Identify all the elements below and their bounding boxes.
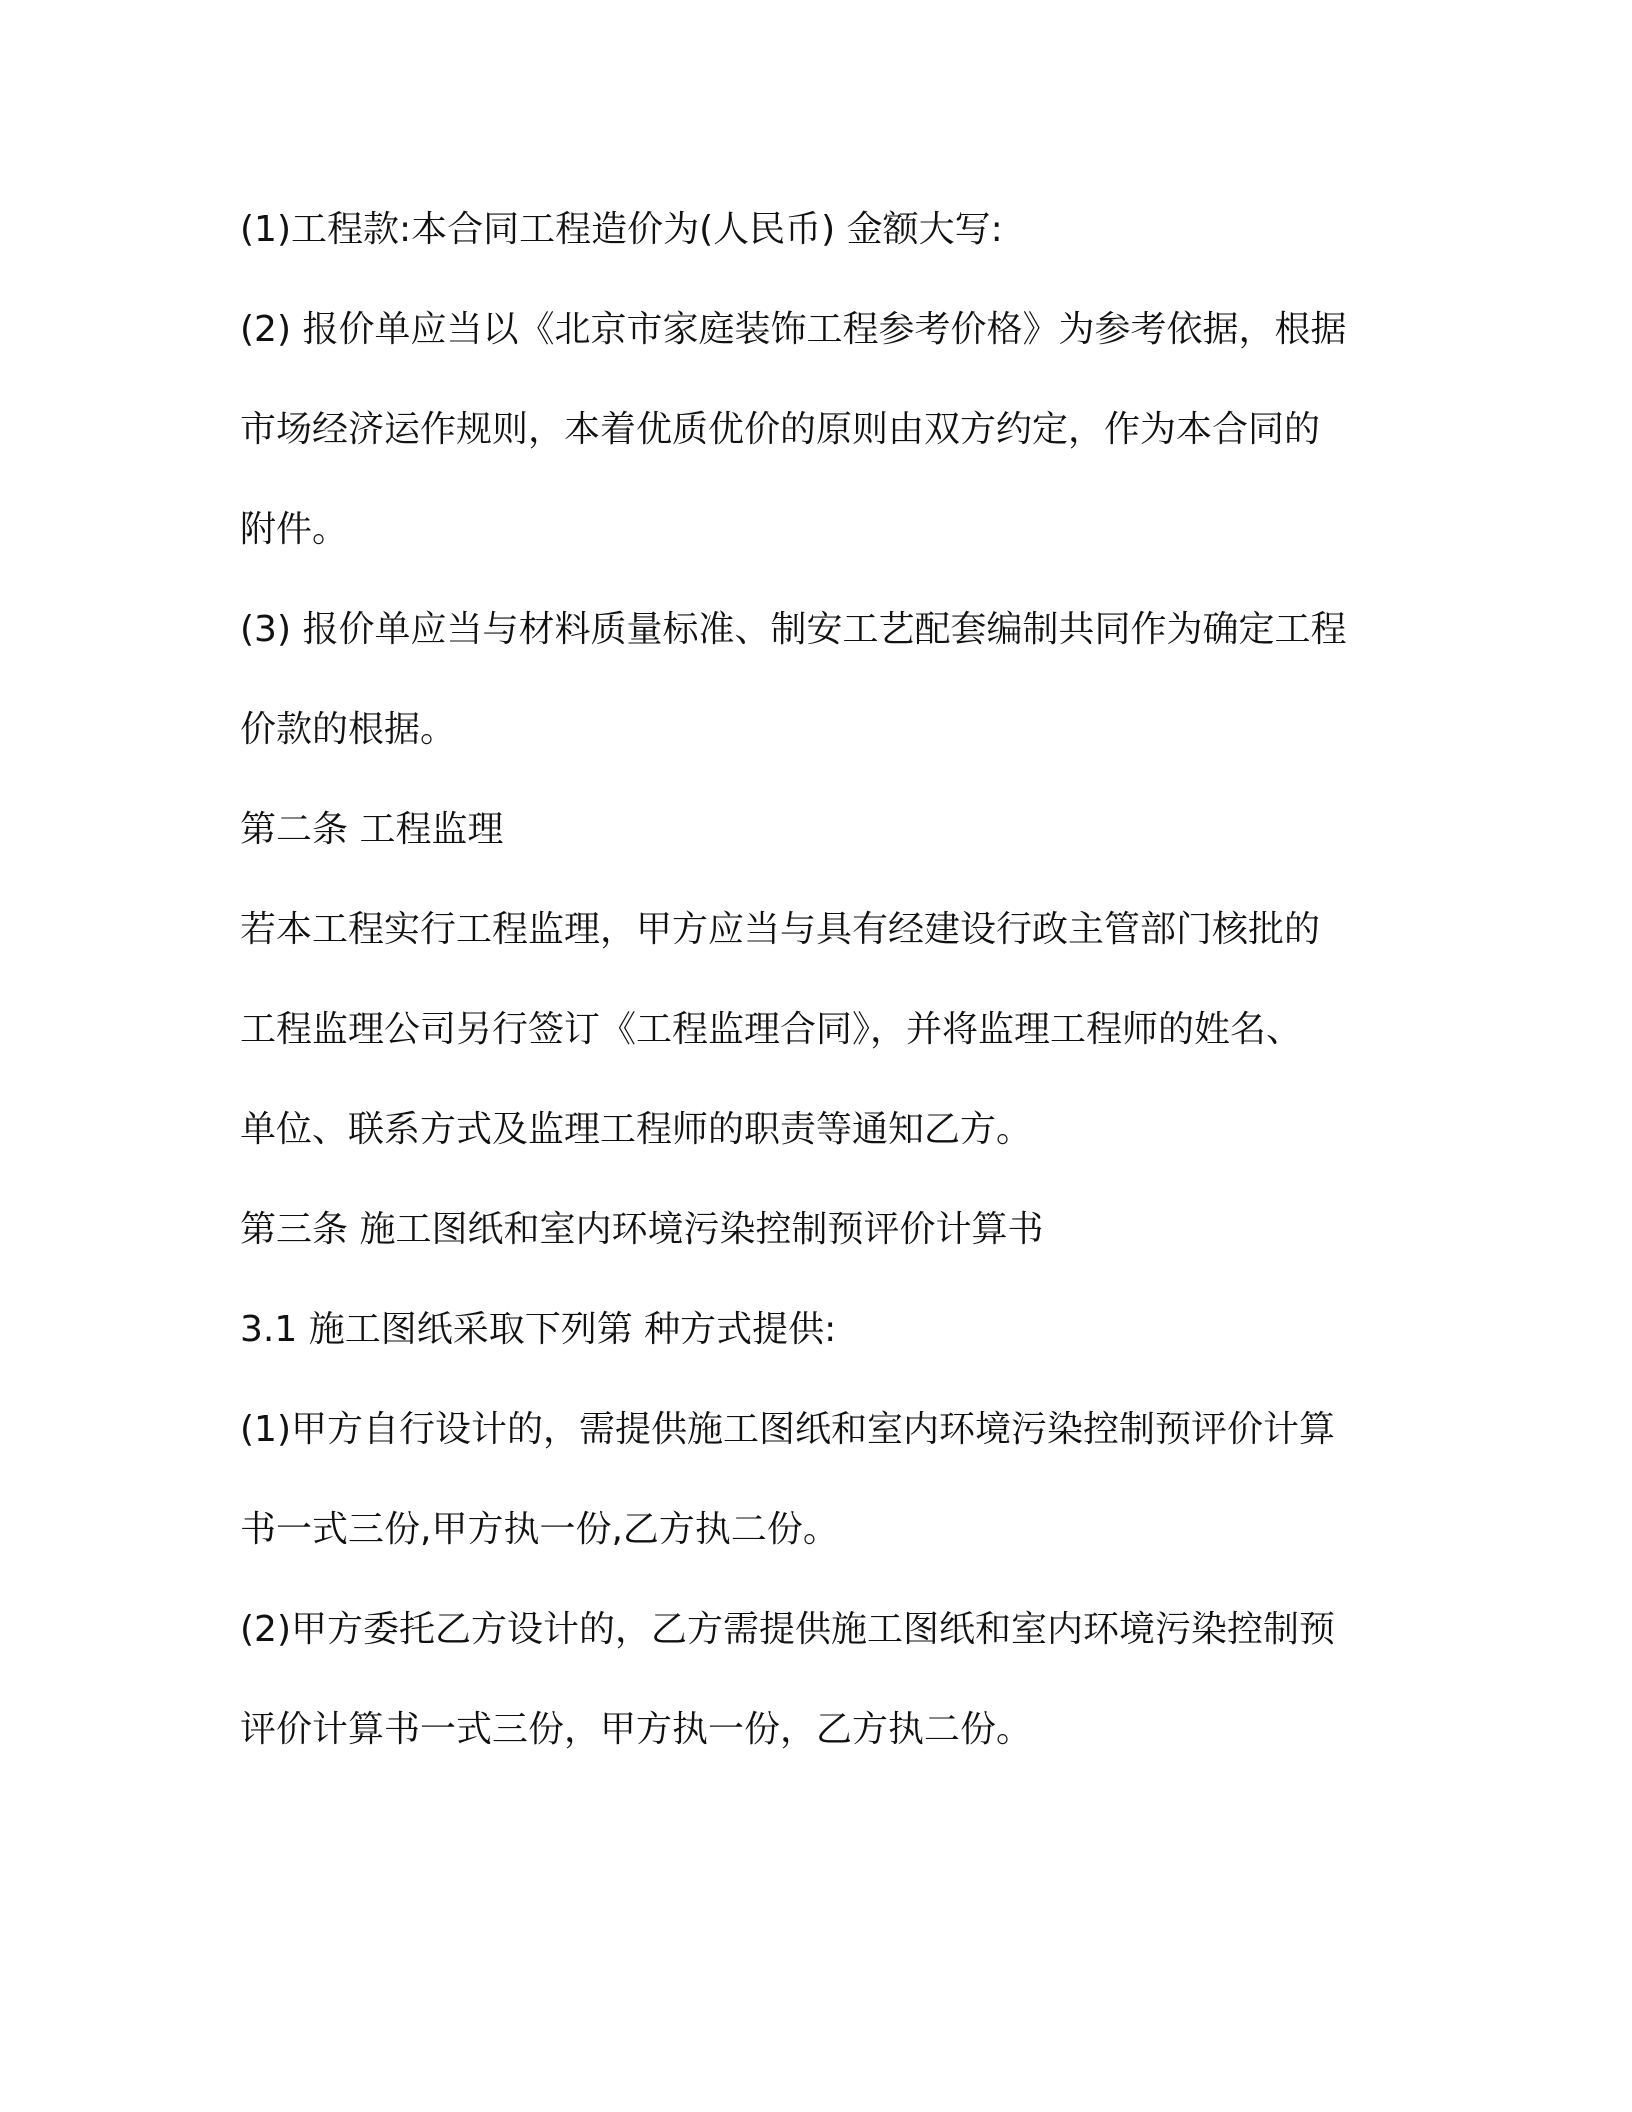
clause-3-1: 3.1 施工图纸采取下列第 种方式提供: xyxy=(240,1309,837,1350)
paragraph-3-line-2: 价款的根据。 xyxy=(240,709,457,750)
paragraph-3-line-1: (3) 报价单应当与材料质量标准、制安工艺配套编制共同作为确定工程 xyxy=(240,609,1347,650)
paragraph-4-line-2: 工程监理公司另行签订《工程监理合同》，并将监理工程师的姓名、 xyxy=(240,1009,1303,1050)
paragraph-5-line-1: (1)甲方自行设计的，需提供施工图纸和室内环境污染控制预评价计算 xyxy=(240,1409,1335,1450)
paragraph-4-line-1: 若本工程实行工程监理，甲方应当与具有经建设行政主管部门核批的 xyxy=(240,909,1321,950)
document-body xyxy=(240,180,1410,1780)
section-heading-article-3: 第三条 施工图纸和室内环境污染控制预评价计算书 xyxy=(240,1209,1044,1250)
paragraph-5-line-2: 书一式三份,甲方执一份,乙方执二份。 xyxy=(240,1509,839,1550)
paragraph-2-line-2: 市场经济运作规则，本着优质优价的原则由双方约定，作为本合同的 xyxy=(240,409,1321,450)
paragraph-6-line-1: (2)甲方委托乙方设计的，乙方需提供施工图纸和室内环境污染控制预 xyxy=(240,1609,1335,1650)
paragraph-4-line-3: 单位、联系方式及监理工程师的职责等通知乙方。 xyxy=(240,1109,1033,1150)
paragraph-6-line-2: 评价计算书一式三份，甲方执一份，乙方执二份。 xyxy=(240,1709,1033,1750)
paragraph-1-line-1: (1)工程款:本合同工程造价为(人民币) 金额大写: xyxy=(240,209,1003,250)
paragraph-2-line-3: 附件。 xyxy=(240,509,349,550)
section-heading-article-2: 第二条 工程监理 xyxy=(240,809,504,850)
paragraph-2-line-1: (2) 报价单应当以《北京市家庭装饰工程参考价格》为参考依据，根据 xyxy=(240,309,1347,350)
